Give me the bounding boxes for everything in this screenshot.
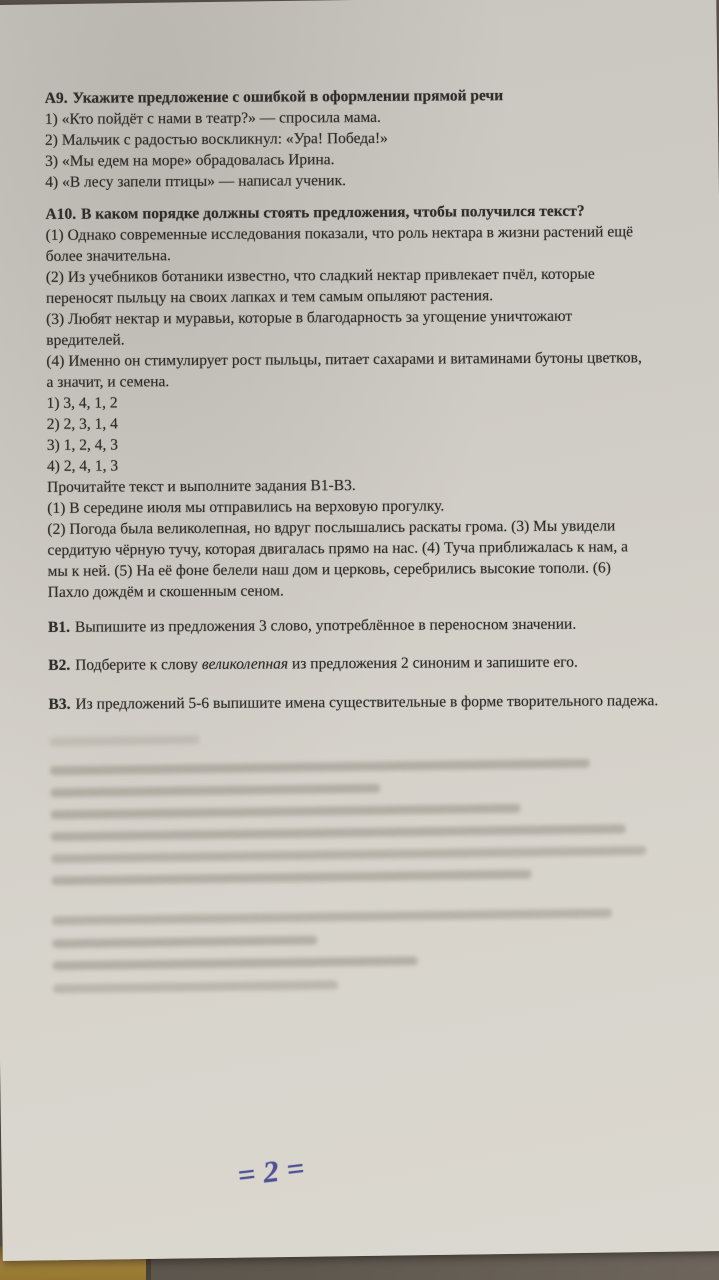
question-b2-label: В2. [48, 656, 71, 674]
a9-option-1: 1) «Кто пойдёт с нами в театр?» — спросила мама. [44, 108, 381, 128]
a10-sentence-line: а значит, и семена. [46, 373, 170, 391]
question-b3 [48, 690, 670, 715]
question-b1-label: В1. [47, 618, 71, 636]
question-b1-text: Выпишите из предложения 3 слово, употреблённое в переносном значении. [74, 615, 577, 636]
a10-sentence-line: (4) Именно он стимулирует рост пыльцы, питает сахарами и витаминами бутоны цветков, [46, 349, 642, 370]
question-a10-prompt: В каком порядке должны стоять предложения, чтобы получился текст? [80, 202, 585, 223]
a10-sentence-line: (2) Из учебников ботаники известно, что сладкий нектар привлекает пчёл, которые [45, 265, 595, 286]
question-a10-label: А10. [45, 205, 77, 223]
question-b2 [48, 651, 670, 676]
a10-sentence-line: более значительна. [45, 247, 171, 265]
question-b3-text: Из предложений 5-6 выпишите имена существительные в форме творительного падежа. [75, 692, 659, 713]
passage-line: мы к ней. (5) На её фоне белели наш дом и церковь, серебрились высокие тополи. (6) [47, 559, 611, 580]
a10-sentence-line: (3) Любят нектар и муравьи, которые в благодарность за угощение уничтожают [46, 307, 573, 328]
passage-line: (1) В середине июля мы отправились на верховую прогулку. [47, 497, 445, 517]
a9-option-2: 2) Мальчик с радостью воскликнул: «Ура! Победа!» [44, 129, 388, 149]
a9-option-3: 3) «Мы едем на море» обрадовалась Ирина. [45, 151, 335, 170]
handwritten-page-number: =2= [235, 1148, 315, 1193]
a10-option-1: 1) 3, 4, 1, 2 [46, 394, 118, 412]
question-a9-label: А9. [44, 89, 68, 107]
question-b1 [48, 613, 670, 638]
question-b2-italic-word: великолепная [201, 655, 289, 673]
question-b2-text-after: из предложения 2 синоним и запишите его. [288, 653, 578, 673]
a10-sentence-line: вредителей. [46, 331, 125, 349]
a10-option-2: 2) 2, 3, 1, 4 [46, 415, 118, 433]
a10-option-3: 3) 1, 2, 4, 3 [46, 436, 118, 454]
a10-sentence-line: (1) Однако современные исследования показали, что роль нектара в жизни растений ещё [45, 223, 634, 244]
question-a10 [45, 200, 669, 477]
passage-line: сердитую чёрную тучу, которая двигалась прямо на нас. (4) Туча приближалась к нам, а [47, 538, 629, 559]
question-a9-prompt: Укажите предложение с ошибкой в оформлении прямой речи [72, 87, 504, 107]
passage-line: (2) Погода была великолепная, но вдруг послышались раскаты грома. (3) Мы увидели [47, 517, 616, 538]
a10-sentence-line: переносят пыльцу на своих лапках и тем самым опыляют растения. [45, 287, 494, 307]
question-b2-text-before: Подберите к слову [75, 655, 202, 674]
a10-option-4: 4) 2, 4, 1, 3 [46, 457, 119, 475]
passage-line: Пахло дождём и скошенным сеном. [47, 582, 284, 601]
question-a9 [45, 84, 668, 193]
question-b3-label: В3. [48, 695, 71, 713]
a9-option-4: 4) «В лесу запели птицы» — написал ученик. [45, 172, 347, 191]
reading-task [47, 473, 670, 603]
reading-intro: Прочитайте текст и выполните задания В1-В3. [47, 477, 356, 496]
